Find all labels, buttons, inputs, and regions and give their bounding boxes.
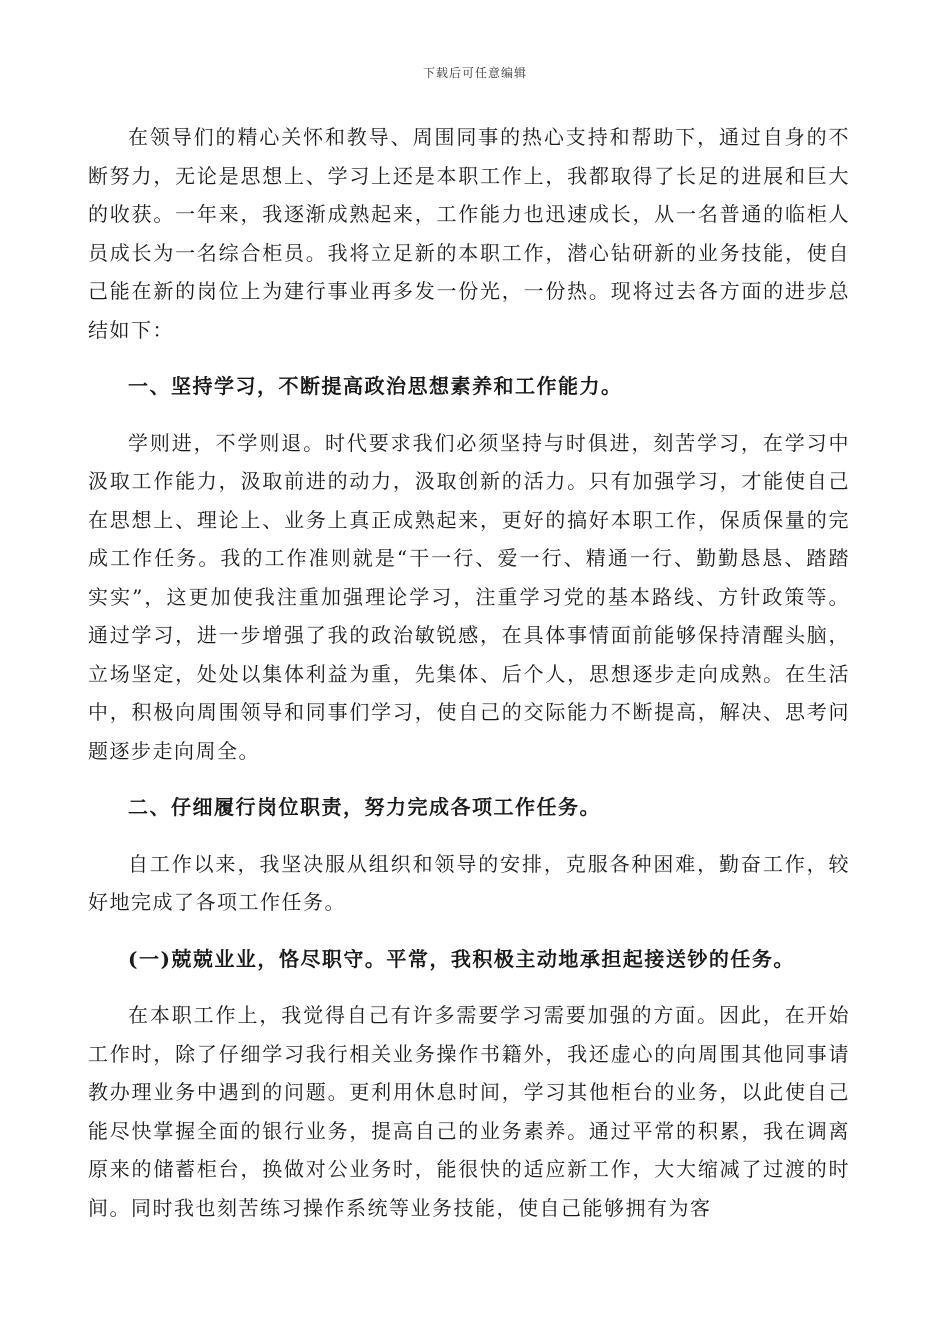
section-1-paragraph: 学则进，不学则退。时代要求我们必须坚持与时俱进，刻苦学习，在学习中汲取工作能力，汲取前进的动力，汲取创新的活力。只有加强学习，才能使自己在思想上、理论上、业务上真正成熟起来，更好的搞好本职工作，保质保量的完成工作任务。我的工作准则就是“干一行、爱一行、精通一行、勤勤恳恳、踏踏实实”，这更加使我注重加强理论学习，注重学习党的基本路线、方针政策等。通过学习，进一步增强了我的政治敏锐感，在具体事情面前能够保持清醒头脑，立场坚定，处处以集体利益为重，先集体、后个人，思想逐步走向成熟。在生活中，积极向周围领导和同事们学习，使自己的交际能力不断提高，解决、思考问题逐步走向周全。 bbox=[88, 430, 850, 763]
section-2-subheading: (一)兢兢业业，恪尽职守。平常，我积极主动地承担起接送钞的任务。 bbox=[128, 946, 795, 971]
section-1-heading: 一、坚持学习，不断提高政治思想素养和工作能力。 bbox=[128, 374, 623, 398]
intro-paragraph: 在领导们的精心关怀和教导、周围同事的热心支持和帮助下，通过自身的不断努力，无论是思想上、学习上还是本职工作上，我都取得了长足的进展和巨大的收获。一年来，我逐渐成熟起来，工作能力也迅速成长，从一名普通的临柜人员成长为一名综合柜员。我将立足新的本职工作，潜心钻研新的业务技能，使自己能在新的岗位上为建行事业再多发一份光，一份热。现将过去各方面的进步总结如下： bbox=[88, 125, 850, 342]
section-2-heading: 二、仔细履行岗位职责，努力完成各项工作任务。 bbox=[128, 795, 601, 819]
document-body bbox=[88, 118, 850, 1227]
page-header-note: 下载后可任意编辑 bbox=[422, 66, 527, 80]
section-2-paragraph: 自工作以来，我坚决服从组织和领导的安排，克服各种困难，勤奋工作，较好地完成了各项工作任务。 bbox=[88, 851, 850, 914]
section-2-sub-paragraph: 在本职工作上，我觉得自己有许多需要学习需要加强的方面。因此，在开始工作时，除了仔细学习我行相关业务操作书籍外，我还虚心的向周围其他同事请教办理业务中遇到的问题。更利用休息时间，学习其他柜台的业务，以此使自己能尽快掌握全面的银行业务，提高自己的业务素养。通过平常的积累，我在调离原来的储蓄柜台，换做对公业务时，能很快的适应新工作，大大缩减了过渡的时间。同时我也刻苦练习操作系统等业务技能，使自己能够拥有为客 bbox=[88, 1003, 850, 1220]
